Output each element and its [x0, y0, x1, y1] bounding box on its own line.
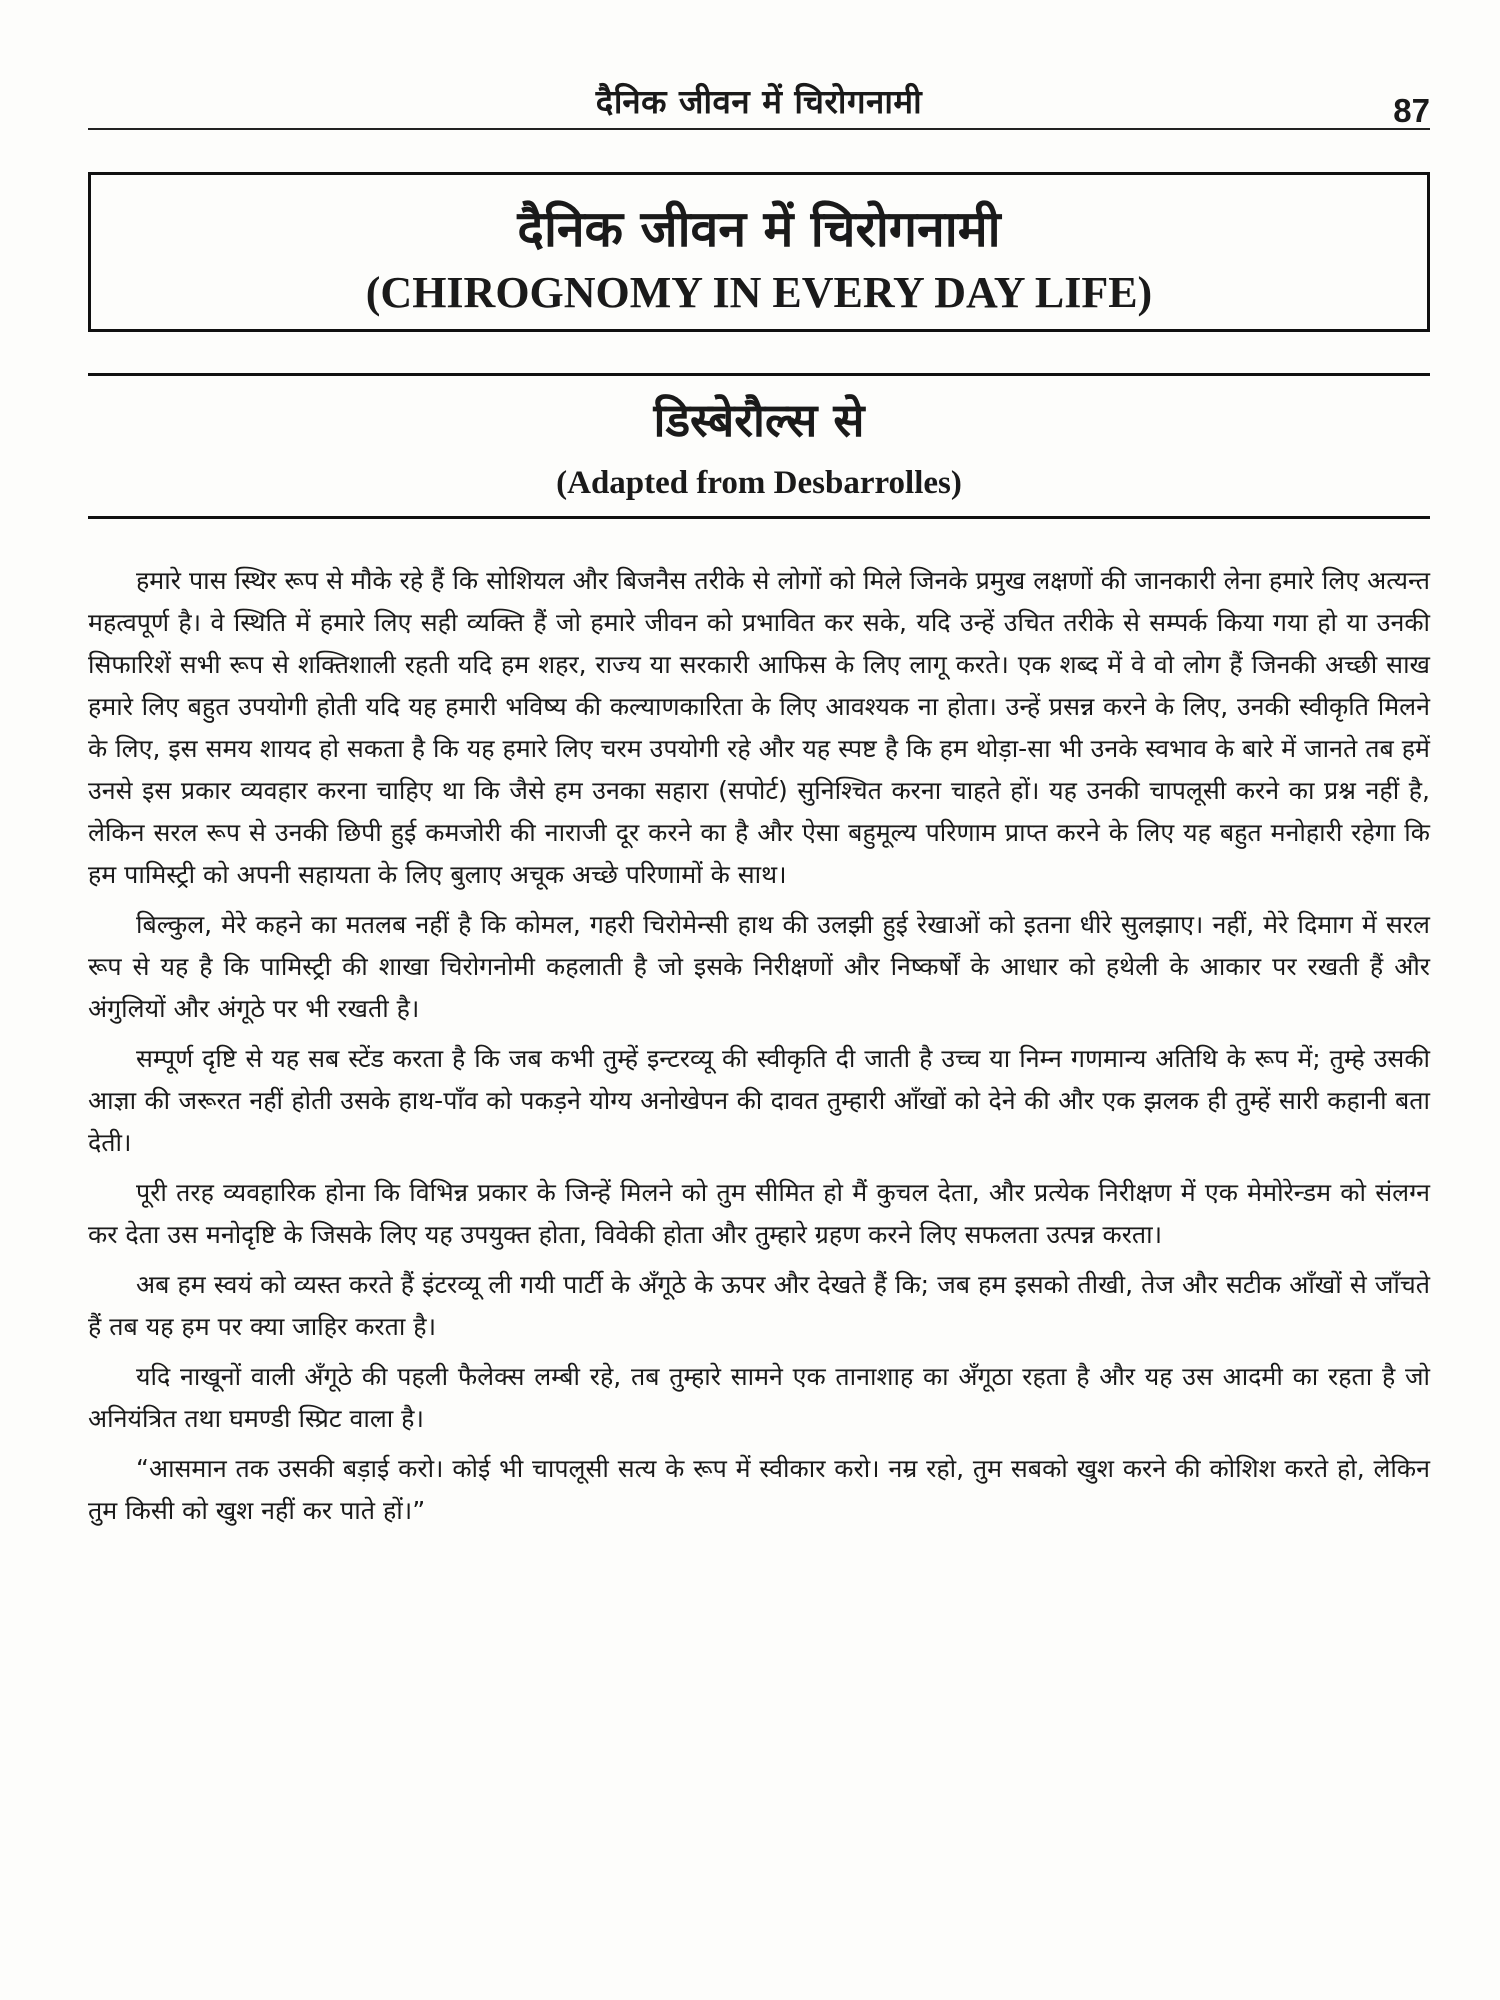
chapter-title-box — [88, 172, 1430, 332]
page-number: 87 — [1393, 92, 1430, 129]
paragraph: यदि नाखूनों वाली अँगूठे की पहली फैलेक्स लम्बी रहे, तब तुम्हारे सामने एक तानाशाह का अँगूठा रहता है और यह उस आदमी का रहता है जो अनियंत्रित तथा घमण्डी स्प्रिट वाला है। — [88, 1362, 1430, 1433]
paragraph: पूरी तरह व्यवहारिक होना कि विभिन्न प्रकार के जिन्हें मिलने को तुम सीमित हो मैं कुचल देता, और प्रत्येक निरीक्षण में एक मेमोरेन्डम को संलग्न कर देता उस मनोदृष्टि के जिसके लिए यह उपयुक्त होता, विवेकी होता और तुम्हारे ग्रहण करने लिए सफलता उत्पन्न करता। — [88, 1178, 1430, 1249]
section-title-english: (Adapted from Desbarrolles) — [556, 465, 962, 501]
section-rule-top — [88, 373, 1430, 376]
paragraph: अब हम स्वयं को व्यस्त करते हैं इंटरव्यू ली गयी पार्टी के अँगूठे के ऊपर और देखते हैं कि; जब हम इसको तीखी, तेज और सटीक आँखों से जाँचते हैं तब यह हम पर क्या जाहिर करता है। — [88, 1270, 1430, 1341]
chapter-title-english: (CHIROGNOMY IN EVERY DAY LIFE) — [365, 268, 1153, 317]
paragraph: सम्पूर्ण दृष्टि से यह सब स्टेंड करता है कि जब कभी तुम्हें इन्टरव्यू की स्वीकृति दी जाती है उच्च या निम्न गणमान्य अतिथि के रूप में; तुम्हे उसकी आज्ञा की जरूरत नहीं होती उसके हाथ-पाँव को पकड़ने योग्य अनोखेपन की दावत तुम्हारी आँखों को देने की और एक झलक ही तुम्हें सारी कहानी बता देती। — [88, 1044, 1430, 1157]
section-rule-bottom — [88, 516, 1430, 519]
header-rule — [88, 128, 1430, 130]
paragraph: हमारे पास स्थिर रूप से मौके रहे हैं कि सोशियल और बिजनैस तरीके से लोगों को मिले जिनके प्रमुख लक्षणों की जानकारी लेना हमारे लिए अत्यन्त महत्वपूर्ण है। वे स्थिति में हमारे लिए सही व्यक्ति हैं जो हमारे जीवन को प्रभावित कर सके, यदि उन्हें उचित तरीके से सम्पर्क किया गया हो या उनकी सिफारिशें सभी रूप से शक्तिशाली रहती यदि हम शहर, राज्य या सरकारी आफिस के लिए लागू करते। एक शब्द में वे वो लोग हैं जिनकी अच्छी साख हमारे लिए बहुत उपयोगी होती यदि यह हमारी भविष्य की कल्याणकारिता के लिए आवश्यक ना होता। उन्हें प्रसन्न करने के लिए, उनकी स्वीकृति मिलने के लिए, इस समय शायद हो सकता है कि यह हमारे लिए चरम उपयोगी रहे और यह स्पष्ट है कि हम थोड़ा-सा भी उनके स्वभाव के बारे में जानते तब हमें उनसे इस प्रकार व्यवहार करना चाहिए था कि जैसे हम उनका सहारा (सपोर्ट) सुनिश्चित करना चाहते हों। यह उनकी चापलूसी करने का प्रश्न नहीं है, लेकिन सरल रूप से उनकी छिपी हुई कमजोरी की नाराजी दूर करने का है और ऐसा बहुमूल्य परिणाम प्राप्त करने के लिए यह बहुत मनोहारी रहेगा कि हम पामिस्ट्री को अपनी सहायता के लिए बुलाए अचूक अच्छे परिणामों के साथ। — [88, 566, 1430, 889]
chapter-title-hindi: दैनिक जीवन में चिरोगनामी — [517, 200, 1001, 258]
paragraph: “आसमान तक उसकी बड़ाई करो। कोई भी चापलूसी सत्य के रूप में स्वीकार करो। नम्र रहो, तुम सबको खुश करने की कोशिश करते हो, लेकिन तुम किसी को खुश नहीं कर पाते हों।” — [88, 1454, 1430, 1525]
paragraph: बिल्कुल, मेरे कहने का मतलब नहीं है कि कोमल, गहरी चिरोमेन्सी हाथ की उलझी हुई रेखाओं को इतना धीरे सुलझाए। नहीं, मेरे दिमाग में सरल रूप से यह है कि पामिस्ट्री की शाखा चिरोगनोमी कहलाती है जो इसके निरीक्षणों और निष्कर्षों के आधार को हथेली के आकार पर रखती हैं और अंगुलियों और अंगूठे पर भी रखती है। — [88, 910, 1430, 1023]
body-text — [88, 560, 1430, 1540]
running-header — [88, 78, 1430, 129]
running-title: दैनिक जीवन में चिरोगनामी — [595, 82, 923, 121]
section-title-hindi: डिस्बेरौल्स से — [653, 393, 865, 447]
